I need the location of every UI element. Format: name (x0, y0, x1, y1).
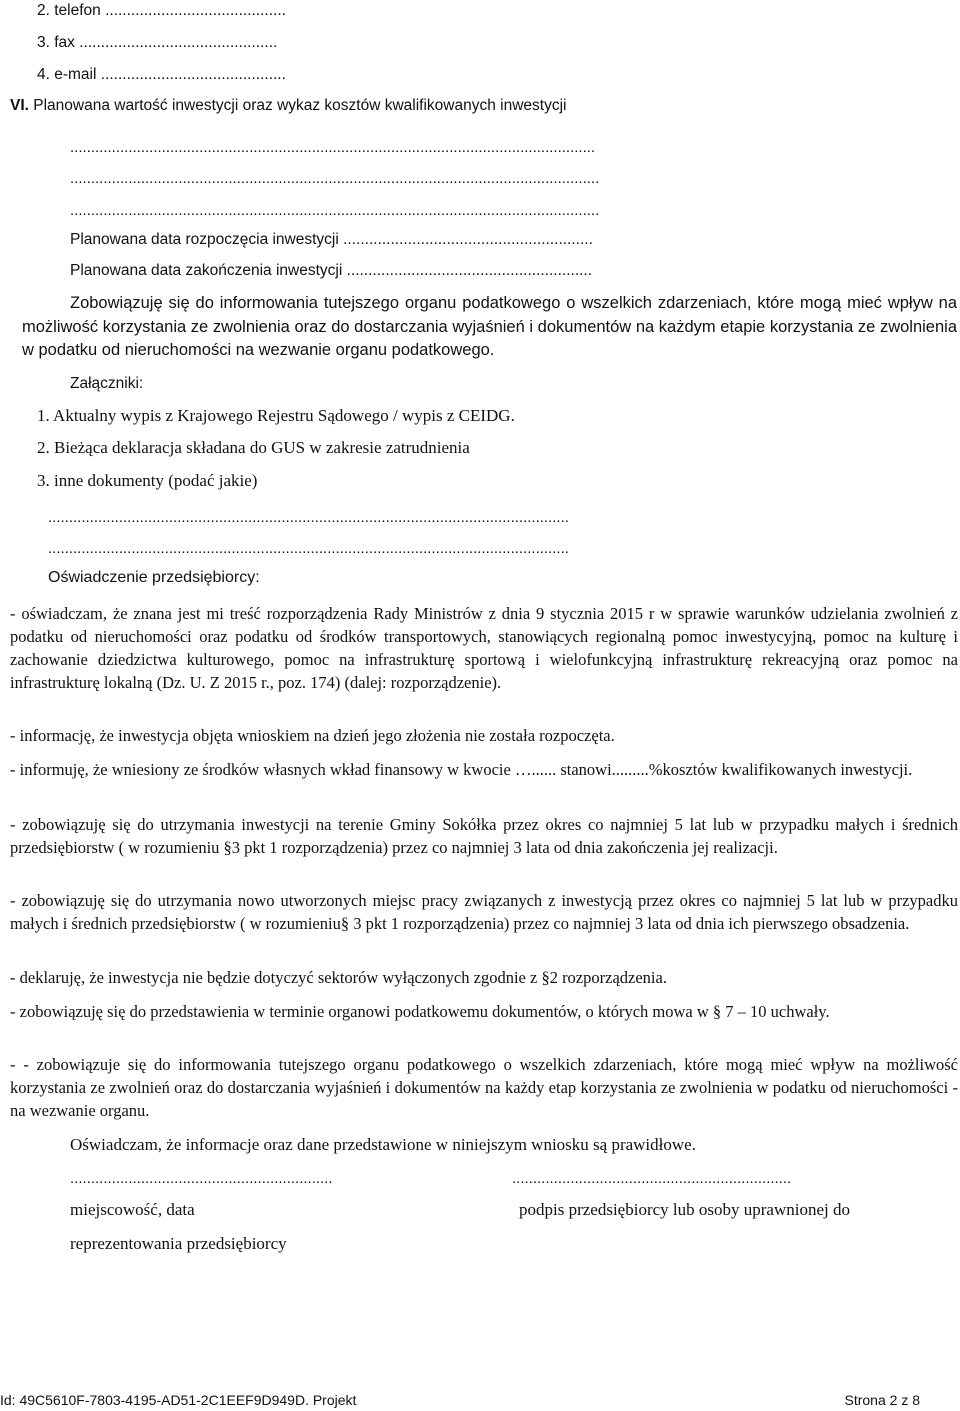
declaration-paragraph: - informuję, że wniesiony ze środków własnych wkład finansowy w kwocie …...... stanowi.........%kosztów kwalifikowanych inwestycji. (10, 760, 913, 779)
attachments-label: Załączniki: (70, 375, 144, 392)
phone-line: 2. telefon .......................................... (37, 2, 286, 19)
attachment-dotted-line: ............................................................................................................................. (48, 540, 569, 557)
cost-dotted-line: ............................................................................................................................... (70, 170, 600, 187)
document-id: Id: 49C5610F-7803-4195-AD51-2C1EEF9D949D. Projekt (0, 1392, 357, 1408)
end-date-line: Planowana data zakończenia inwestycji ......................................................... (70, 262, 593, 279)
section-vi-heading (10, 95, 567, 117)
attachment-item: 3. inne dokumenty (podać jakie) (37, 471, 258, 490)
representation-label: reprezentowania przedsiębiorcy (70, 1234, 287, 1253)
cost-dotted-line: .............................................................................................................................. (70, 139, 596, 156)
attachment-item: 1. Aktualny wypis z Krajowego Rejestru Sądowego / wypis z CEIDG. (37, 406, 515, 425)
page-number: Strona 2 z 8 (844, 1392, 920, 1408)
declaration-paragraph: - zobowiązuję się do przedstawienia w terminie organowi podatkowemu dokumentów, o których mowa w § 7 – 10 uchwały. (10, 1002, 830, 1021)
declaration-heading: Oświadczenie przedsiębiorcy: (48, 569, 260, 586)
declaration-paragraph: - informację, że inwestycja objęta wnioskiem na dzień jego złożenia nie została rozpoczęta. (10, 726, 615, 745)
declaration-paragraph: - zobowiązuję się do utrzymania inwestycji na terenie Gminy Sokółka przez okres co najmniej 5 lat lub w przypadku małych i średnich przedsiębiorstw ( w rozumieniu §3 pkt 1 rozporządzenia) przez co najmniej 3 lata od dnia zakończenia jej realizacji. (10, 815, 958, 857)
signature-label: podpis przedsiębiorcy lub osoby uprawnionej do (519, 1200, 850, 1219)
declaration-paragraph: - oświadczam, że znana jest mi treść rozporządzenia Rady Ministrów z dnia 9 stycznia 2015 r w sprawie warunków udzielania zwolnień z podatku od nieruchomości oraz podatku od środków transportowych, stanowiących regionalną pomoc inwestycyjną, pomoc na kulturę i zachowanie dziedzictwa kulturowego, pomoc na infrastrukturę sportową i wielofunkcyjną infrastrukturę rekreacyjną oraz pomoc na infrastrukturę lokalną (Dz. U. Z 2015 r., poz. 174) (dalej: rozporządzenie). (10, 604, 958, 692)
section-vi-number: VI. (10, 97, 29, 114)
commitment-paragraph: Zobowiązuję się do informowania tutejszego organu podatkowego o wszelkich zdarzeniach, które mogą mieć wpływ na możliwość korzystania ze zwolnienia oraz do dostarczania wyjaśnień i dokumentów na każdym etapie korzystania ze zwolnienia w podatku od nieruchomości na wezwanie organu podatkowego. (22, 294, 957, 359)
place-date-dots: ............................................................... (70, 1170, 333, 1187)
declaration-paragraph: - zobowiązuję się do utrzymania nowo utworzonych miejsc pracy związanych z inwestycją przez okres co najmniej 5 lat lub w przypadku małych i średnich przedsiębiorstw ( w rozumieniu§ 3 pkt 1 rozporządzenia) przez co najmniej 3 lata od dnia ich pierwszego obsadzenia. (10, 891, 958, 933)
cost-dotted-line: ............................................................................................................................... (70, 202, 600, 219)
fax-line: 3. fax .............................................. (37, 34, 278, 51)
attachment-dotted-line: ............................................................................................................................. (48, 509, 569, 526)
signature-dots: ................................................................... (512, 1170, 792, 1187)
section-vi-title: Planowana wartość inwestycji oraz wykaz kosztów kwalifikowanych inwestycji (33, 97, 567, 114)
declaration-paragraph: - deklaruję, że inwestycja nie będzie dotyczyć sektorów wyłączonych zgodnie z §2 rozporządzenia. (10, 968, 667, 987)
attachment-item: 2. Bieżąca deklaracja składana do GUS w zakresie zatrudnienia (37, 438, 470, 457)
declaration-paragraph: - - zobowiązuje się do informowania tutejszego organu podatkowego o wszelkich zdarzeniach, które mogą mieć wpływ na możliwość korzystania ze zwolnień oraz do dostarczania wyjaśnień i dokumentów na każdy etap korzystania ze zwolnienia w podatku od nieruchomości - na wezwanie organu. (10, 1055, 958, 1120)
truth-statement: Oświadczam, że informacje oraz dane przedstawione w niniejszym wniosku są prawidłowe. (70, 1135, 696, 1154)
start-date-line: Planowana data rozpoczęcia inwestycji .......................................................... (70, 231, 593, 248)
email-line: 4. e-mail ........................................... (37, 66, 286, 83)
place-date-label: miejscowość, data (70, 1200, 195, 1219)
